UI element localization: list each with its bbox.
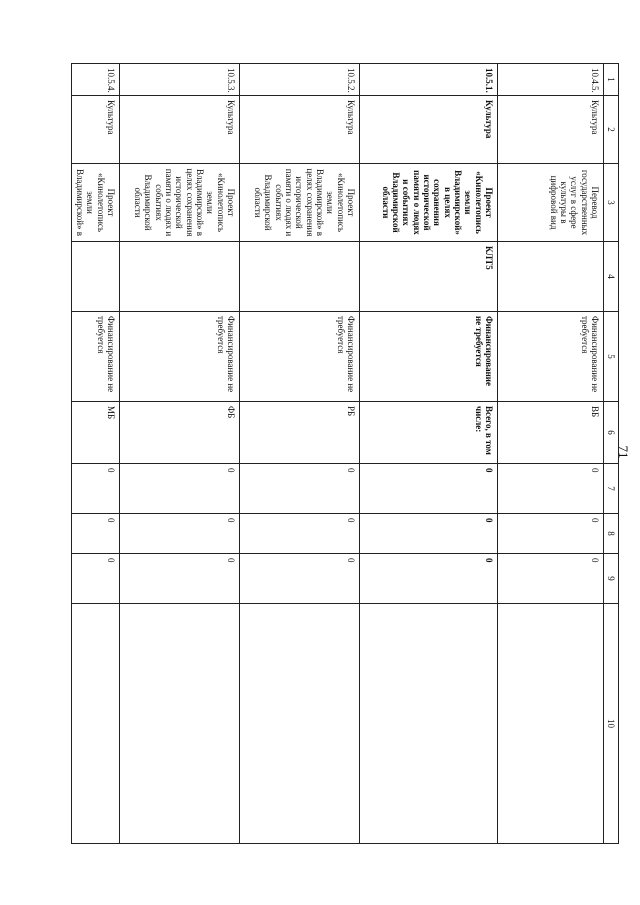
table-cell: 0	[360, 464, 498, 514]
table-cell	[360, 604, 498, 844]
table-cell: 0	[498, 464, 604, 514]
table-cell: МБ	[71, 402, 119, 464]
header-row	[604, 64, 619, 844]
table-cell: ВБ	[498, 402, 604, 464]
table-cell: Проект «Кинолетопись земли Владимирской» в	[71, 164, 119, 242]
table-cell: 10.5.1.	[360, 64, 498, 96]
table-cell: Проект «Кинолетопись земли Владимирской» в целях сохранения исторической памяти о людях и событиях Владимирской области	[240, 164, 360, 242]
header-cell: 5	[604, 312, 619, 402]
table-cell: 0	[240, 464, 360, 514]
table-row	[498, 64, 604, 844]
table-cell: 0	[71, 464, 119, 514]
table-cell: 0	[120, 464, 240, 514]
table-row	[120, 64, 240, 844]
table-cell	[240, 604, 360, 844]
table-cell	[498, 604, 604, 844]
table-cell: 0	[498, 514, 604, 554]
rotated-page	[74, 63, 619, 843]
table-cell: 10.5.3.	[120, 64, 240, 96]
table-cell: Проект «Кинолетопись земли Владимирской» в целях сохранения исторической памяти о людях и событиях Владимирской области	[120, 164, 240, 242]
table-cell: Культура	[498, 96, 604, 164]
table-cell: Культура	[120, 96, 240, 164]
table-cell: 0	[71, 554, 119, 604]
header-cell: 6	[604, 402, 619, 464]
header-cell: 7	[604, 464, 619, 514]
page-number: 71	[616, 445, 631, 459]
header-cell: 4	[604, 242, 619, 312]
table-cell: 10.5.2.	[240, 64, 360, 96]
table-cell	[120, 242, 240, 312]
table-cell: 0	[120, 554, 240, 604]
table-cell: 0	[498, 554, 604, 604]
table-cell: Всего, в том числе:	[360, 402, 498, 464]
table-cell	[120, 604, 240, 844]
table-frame	[74, 63, 619, 843]
header-cell: 2	[604, 96, 619, 164]
table-cell: Проект «Кинолетопись земли Владимирской» в целях сохранения исторической памяти о людях и событиях Владимирской области	[360, 164, 498, 242]
table-cell: Культура	[360, 96, 498, 164]
table-cell: Финансирование не требуется	[360, 312, 498, 402]
table-cell	[498, 242, 604, 312]
table-cell: КЛТ5	[360, 242, 498, 312]
table-cell: Перевод государственных услуг в сфере культуры в цифровой вид	[498, 164, 604, 242]
header-cell: 8	[604, 514, 619, 554]
table-cell	[71, 242, 119, 312]
table-cell: Культура	[240, 96, 360, 164]
table-cell	[240, 242, 360, 312]
table-cell: Финансирование не требуется	[498, 312, 604, 402]
table-cell: 10.4.5.	[498, 64, 604, 96]
table-cell: ФБ	[120, 402, 240, 464]
table-cell: РБ	[240, 402, 360, 464]
table-row	[360, 64, 498, 844]
table-cell: Финансирование не требуется	[71, 312, 119, 402]
header-cell: 10	[604, 604, 619, 844]
header-cell: 1	[604, 64, 619, 96]
program-table	[71, 63, 619, 844]
table-cell: 0	[360, 514, 498, 554]
table-row	[71, 64, 119, 844]
table-row	[240, 64, 360, 844]
table-cell: 0	[240, 554, 360, 604]
table-cell: 0	[240, 514, 360, 554]
table-cell	[71, 604, 119, 844]
table-cell: Культура	[71, 96, 119, 164]
table-cell: Финансирование не требуется	[120, 312, 240, 402]
table-cell: 0	[71, 514, 119, 554]
header-cell: 9	[604, 554, 619, 604]
table-cell: 0	[360, 554, 498, 604]
table-cell: 0	[120, 514, 240, 554]
table-cell: 10.5.4.	[71, 64, 119, 96]
table-cell: Финансирование не требуется	[240, 312, 360, 402]
header-cell: 3	[604, 164, 619, 242]
